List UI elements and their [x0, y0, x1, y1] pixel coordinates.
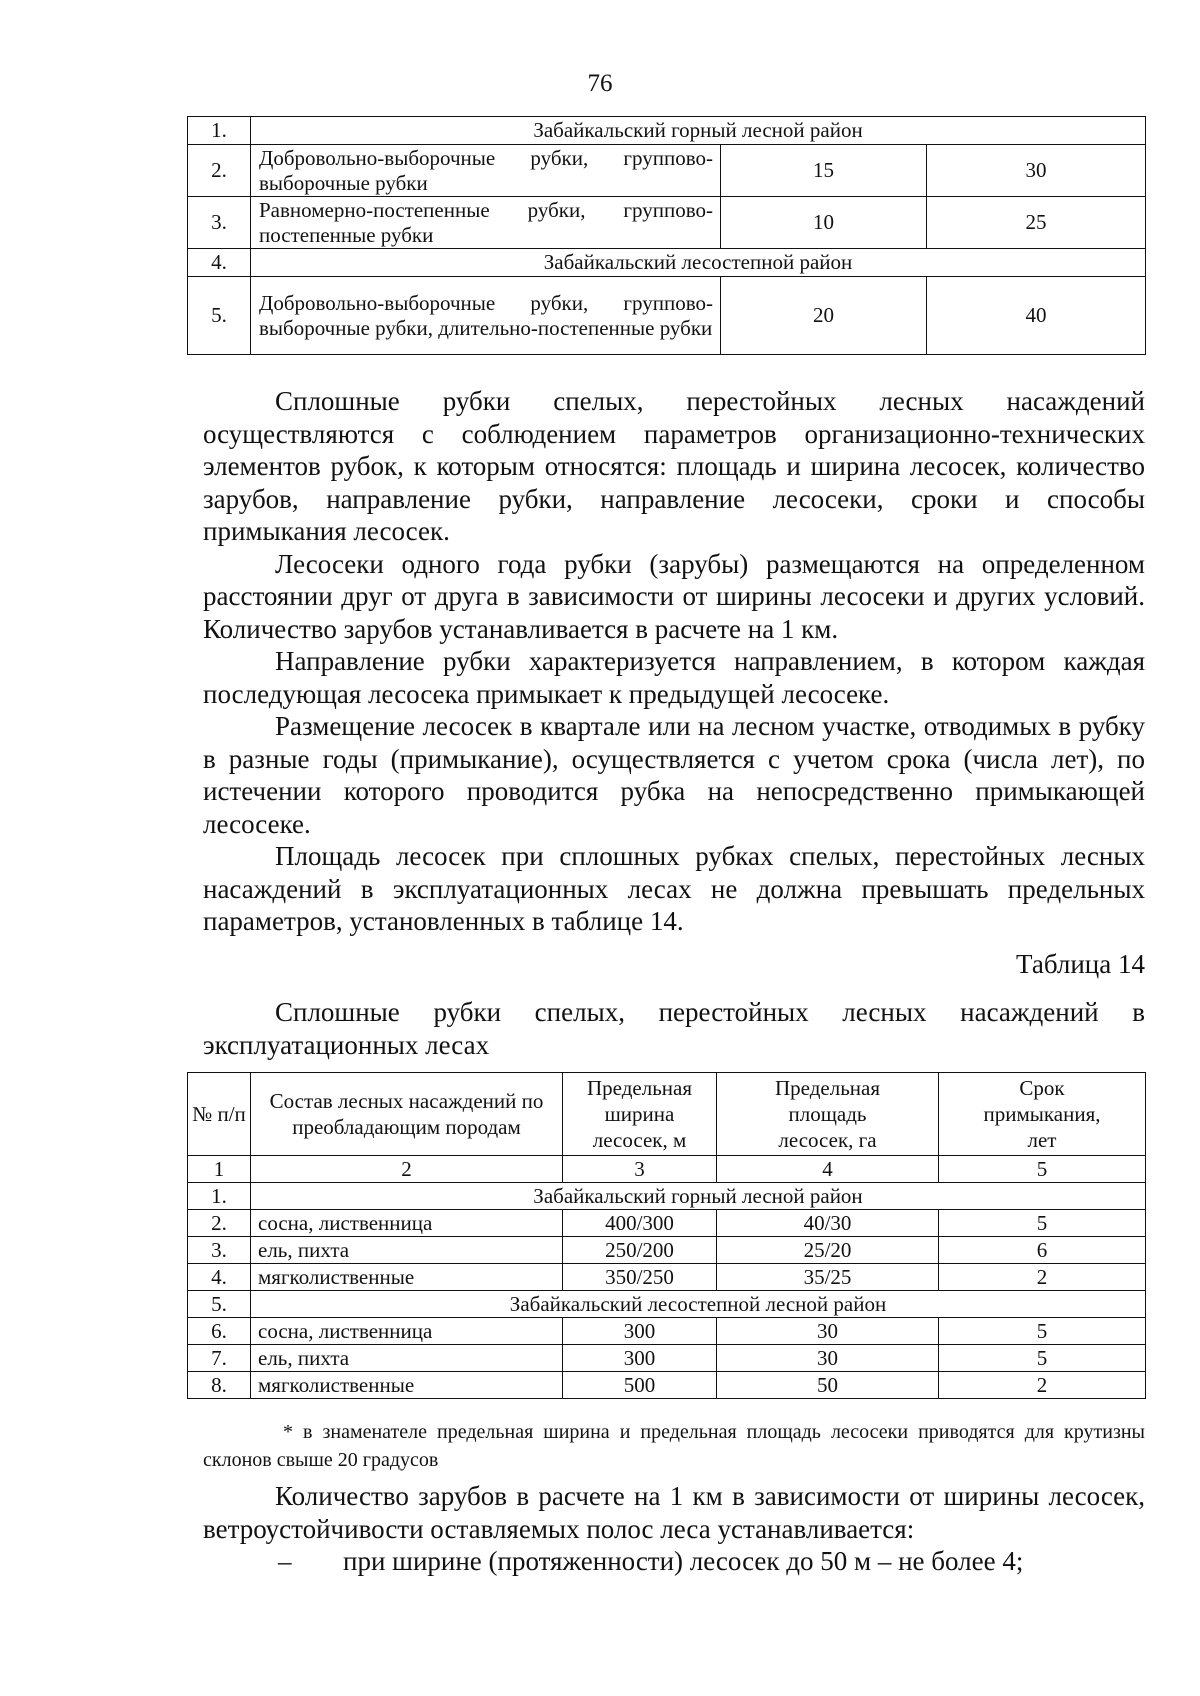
cutting-type: Добровольно-выборочные рубки, группово-выборочные рубки [251, 145, 721, 197]
width-value: 10 [721, 197, 927, 249]
list-item [203, 1545, 1145, 1578]
table-row [188, 1372, 1146, 1399]
column-number: 5 [939, 1156, 1146, 1183]
row-number: 1. [188, 1183, 251, 1210]
column-number: 2 [251, 1156, 563, 1183]
row-number: 2. [188, 145, 251, 197]
table-row [188, 197, 1146, 249]
column-header: Состав лесных насаждений по преобладающим породам [251, 1073, 563, 1156]
table-row [188, 1345, 1146, 1372]
cutting-type: Равномерно-постепенные рубки, группово-постепенные рубки [251, 197, 721, 249]
continuation-table [187, 116, 1146, 355]
species-cell: ель, пихта [251, 1345, 563, 1372]
paragraph: Количество зарубов в расчете на 1 км в зависимости от ширины лесосек, ветроустойчивости оставляемых полос леса устанавливается: [203, 1481, 1145, 1544]
row-number: 5. [188, 277, 251, 355]
page-number: 76 [587, 70, 613, 97]
region-heading: Забайкальский лесостепной лесной район [251, 1291, 1146, 1318]
column-number-row [188, 1156, 1146, 1183]
cutting-type: Добровольно-выборочные рубки, группово-выборочные рубки, длительно-постепенные рубки [251, 277, 721, 355]
row-number: 3. [188, 197, 251, 249]
paragraph: Лесосеки одного года рубки (зарубы) размещаются на определенном расстоянии друг от друга в зависимости от ширины лесосеки и других условий. Количество зарубов устанавливается в расчете на 1 км. [203, 548, 1145, 644]
width-cell: 300 [563, 1345, 717, 1372]
paragraph: Площадь лесосек при сплошных рубках спелых, перестойных лесных насаждений в эксплуатационных лесах не должна превышать предельных параметров, установленных в таблице 14. [203, 841, 1145, 936]
area-value: 30 [927, 145, 1146, 197]
area-cell: 30 [717, 1345, 939, 1372]
width-value: 20 [721, 277, 927, 355]
row-number: 5. [188, 1291, 251, 1318]
column-header: Предельная площадь лесосек, га [717, 1073, 939, 1156]
width-cell: 500 [563, 1372, 717, 1399]
width-cell: 400/300 [563, 1210, 717, 1237]
width-value: 15 [721, 145, 927, 197]
column-number: 4 [717, 1156, 939, 1183]
species-cell: сосна, лиственница [251, 1210, 563, 1237]
table-row [188, 145, 1146, 197]
table-label: Таблица 14 [1016, 949, 1145, 979]
region-heading: Забайкальский лесостепной район [251, 249, 1146, 277]
region-heading: Забайкальский горный лесной район [251, 1183, 1146, 1210]
region-heading: Забайкальский горный лесной район [251, 117, 1146, 145]
column-number: 1 [188, 1156, 251, 1183]
row-number: 2. [188, 1210, 251, 1237]
row-number: 8. [188, 1372, 251, 1399]
term-cell: 6 [939, 1237, 1146, 1264]
table-row [188, 1183, 1146, 1210]
area-cell: 40/30 [717, 1210, 939, 1237]
column-header: Срок примыкания, лет [939, 1073, 1146, 1156]
row-number: 7. [188, 1345, 251, 1372]
table-header-row [188, 1073, 1146, 1156]
row-number: 4. [188, 1264, 251, 1291]
width-cell: 350/250 [563, 1264, 717, 1291]
final-text [203, 1480, 1145, 1578]
width-cell: 300 [563, 1318, 717, 1345]
paragraph: Направление рубки характеризуется направлением, в котором каждая последующая лесосека примыкает к предыдущей лесосеке. [203, 646, 1145, 709]
area-cell: 35/25 [717, 1264, 939, 1291]
term-cell: 5 [939, 1210, 1146, 1237]
term-cell: 5 [939, 1318, 1146, 1345]
species-cell: сосна, лиственница [251, 1318, 563, 1345]
cutting-parameters-table [187, 1072, 1146, 1399]
table-row [188, 249, 1146, 277]
table-row [188, 1318, 1146, 1345]
body-text [203, 385, 1145, 938]
row-number: 3. [188, 1237, 251, 1264]
table-caption: Сплошные рубки спелых, перестойных лесных насаждений в эксплуатационных лесах [203, 997, 1145, 1060]
column-header: № п/п [188, 1073, 251, 1156]
row-number: 1. [188, 117, 251, 145]
area-cell: 25/20 [717, 1237, 939, 1264]
paragraph: Сплошные рубки спелых, перестойных лесных насаждений осуществляются с соблюдением параметров организационно-технических элементов рубок, к которым относятся: площадь и ширина лесосек, количество зарубов, направление рубки, направление лесосеки, сроки и способы примыкания лесосек. [203, 386, 1145, 546]
species-cell: мягколиственные [251, 1372, 563, 1399]
column-header: Предельная ширина лесосек, м [563, 1073, 717, 1156]
term-cell: 2 [939, 1264, 1146, 1291]
table-row [188, 1291, 1146, 1318]
species-cell: ель, пихта [251, 1237, 563, 1264]
area-value: 25 [927, 197, 1146, 249]
term-cell: 5 [939, 1345, 1146, 1372]
table-row [188, 1210, 1146, 1237]
row-number: 6. [188, 1318, 251, 1345]
list-item-text: при ширине (протяженности) лесосек до 50 м – не более 4; [343, 1546, 1024, 1576]
table-row [188, 277, 1146, 355]
species-cell: мягколиственные [251, 1264, 563, 1291]
list-dash: – [278, 1546, 292, 1576]
table-row [188, 1264, 1146, 1291]
area-cell: 30 [717, 1318, 939, 1345]
row-number: 4. [188, 249, 251, 277]
term-cell: 2 [939, 1372, 1146, 1399]
table-row [188, 117, 1146, 145]
paragraph: Размещение лесосек в квартале или на лесном участке, отводимых в рубку в разные годы (примыкание), осуществляется с учетом срока (числа лет), по истечении которого проводится рубка на непосредственно примыкающей лесосеке. [203, 711, 1145, 839]
area-cell: 50 [717, 1372, 939, 1399]
table-footnote: * в знаменателе предельная ширина и предельная площадь лесосеки приводятся для крутизны склонов свыше 20 градусов [203, 1421, 1145, 1471]
table-row [188, 1237, 1146, 1264]
column-number: 3 [563, 1156, 717, 1183]
width-cell: 250/200 [563, 1237, 717, 1264]
area-value: 40 [927, 277, 1146, 355]
